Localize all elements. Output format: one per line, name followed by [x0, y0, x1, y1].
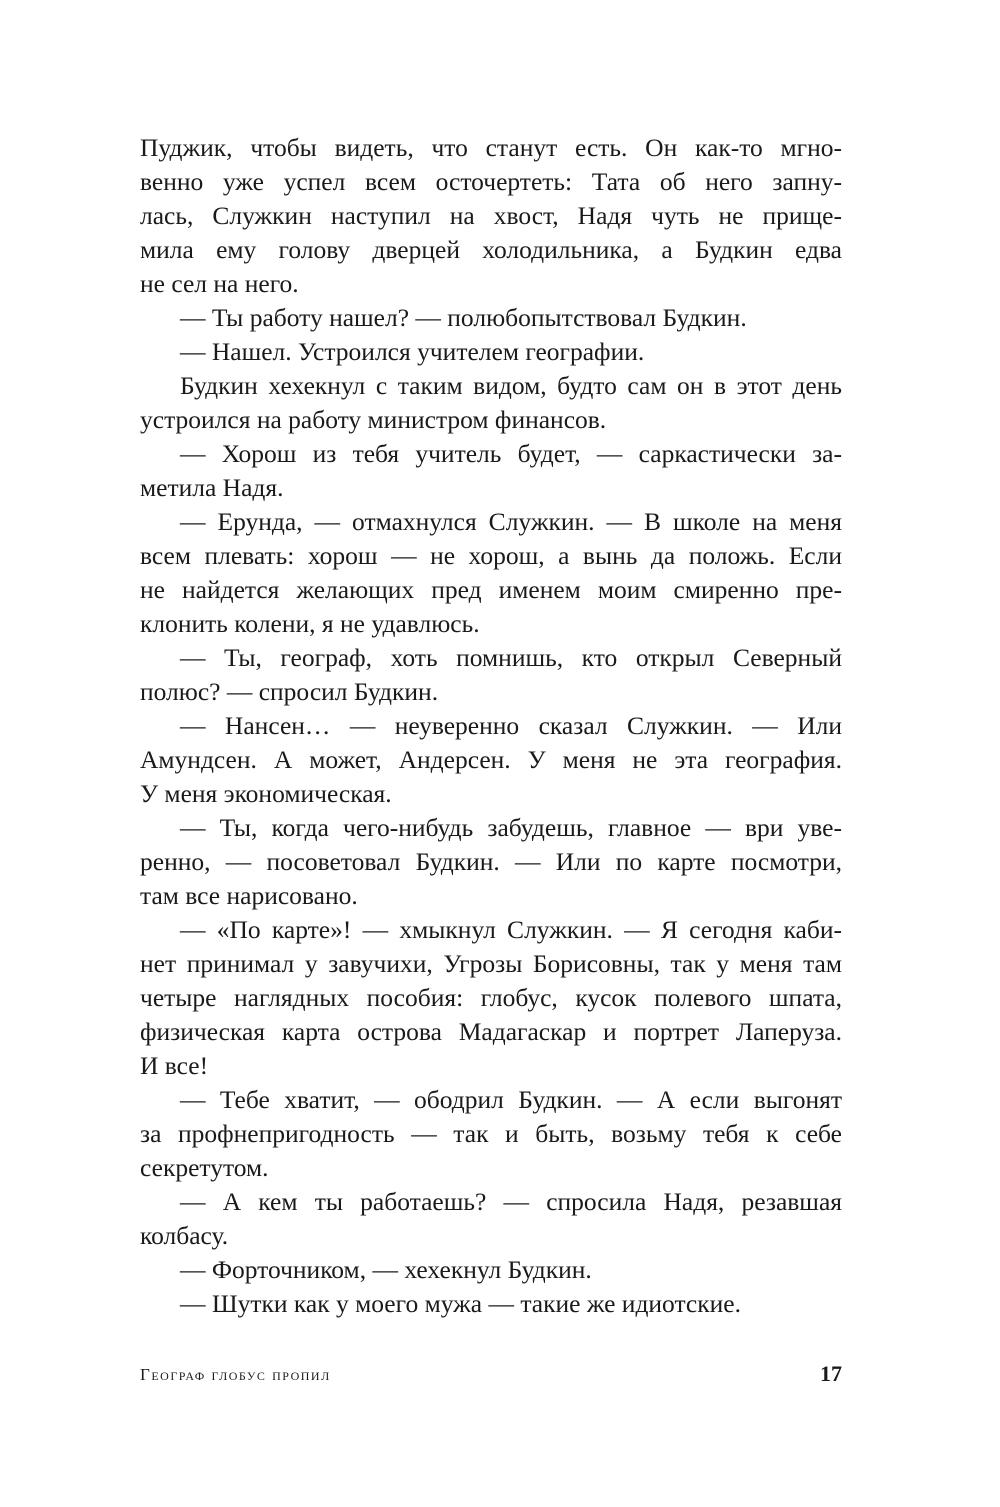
text-line: не найдется желающих пред именем моим смиренно пре- — [140, 575, 842, 604]
text-line: — Форточником, — хехекнул Будкин. — [180, 1255, 592, 1284]
text-line: устроился на работу министром финансов. — [140, 405, 607, 434]
text-line: там все нарисовано. — [140, 881, 358, 910]
text-line: — Нашел. Устроился учителем географии. — [180, 337, 645, 366]
text-line: И все! — [140, 1051, 209, 1080]
text-line: секретутом. — [140, 1153, 269, 1182]
body-text — [140, 131, 842, 1321]
running-title: Географ глобус пропил — [140, 1365, 331, 1384]
text-line: — Ерунда, — отмахнулся Служкин. — В школе на меня — [180, 507, 842, 536]
page-footer — [140, 1361, 842, 1395]
text-line: — «По карте»! — хмыкнул Служкин. — Я сегодня каби- — [180, 915, 842, 944]
text-line: Будкин хехекнул с таким видом, будто сам он в этот день — [180, 371, 842, 400]
text-line: физическая карта острова Мадагаскар и портрет Лаперуза. — [140, 1017, 842, 1046]
text-line: Амундсен. А может, Андерсен. У меня не эта география. — [140, 745, 842, 774]
text-line: клонить колени, я не удавлюсь. — [140, 609, 480, 638]
page-number: 17 — [820, 1361, 842, 1386]
text-line: за профнепригодность — так и быть, возьму тебя к себе — [140, 1119, 842, 1148]
text-line: ренно, — посоветовал Будкин. — Или по карте посмотри, — [140, 847, 842, 876]
text-line: мила ему голову дверцей холодильника, а Будкин едва — [140, 235, 842, 264]
text-line: колбасу. — [140, 1221, 229, 1250]
text-line: — Ты, когда чего-нибудь забудешь, главное — ври уве- — [180, 813, 842, 842]
text-line: метила Надя. — [140, 473, 284, 502]
text-line: У меня экономическая. — [140, 779, 392, 808]
text-line: всем плевать: хорош — не хорош, а вынь да положь. Если — [140, 541, 842, 570]
text-line: — А кем ты работаешь? — спросила Надя, резавшая — [180, 1187, 842, 1216]
text-line: — Ты, географ, хоть помнишь, кто открыл Северный — [180, 643, 842, 672]
text-line: — Нансен… — неуверенно сказал Служкин. — Или — [180, 711, 842, 740]
text-line: Пуджик, чтобы видеть, что станут есть. Он как-то мгно- — [140, 133, 842, 162]
text-line: не сел на него. — [140, 269, 299, 298]
text-line: четыре наглядных пособия: глобус, кусок полевого шпата, — [140, 983, 842, 1012]
text-line: — Хорош из тебя учитель будет, — саркастически за- — [180, 439, 842, 468]
text-line: — Шутки как у моего мужа — такие же идиотские. — [180, 1289, 741, 1318]
text-line: венно уже успел всем осточертеть: Тата об него запну- — [140, 167, 842, 196]
text-line: нет принимал у завучихи, Угрозы Борисовны, так у меня там — [140, 949, 842, 978]
text-line: лась, Служкин наступил на хвост, Надя чуть не прище- — [140, 201, 842, 230]
text-line: — Ты работу нашел? — полюбопытствовал Будкин. — [180, 303, 747, 332]
text-line: полюс? — спросил Будкин. — [140, 677, 439, 706]
text-line: — Тебе хватит, — ободрил Будкин. — А если выгонят — [180, 1085, 842, 1114]
